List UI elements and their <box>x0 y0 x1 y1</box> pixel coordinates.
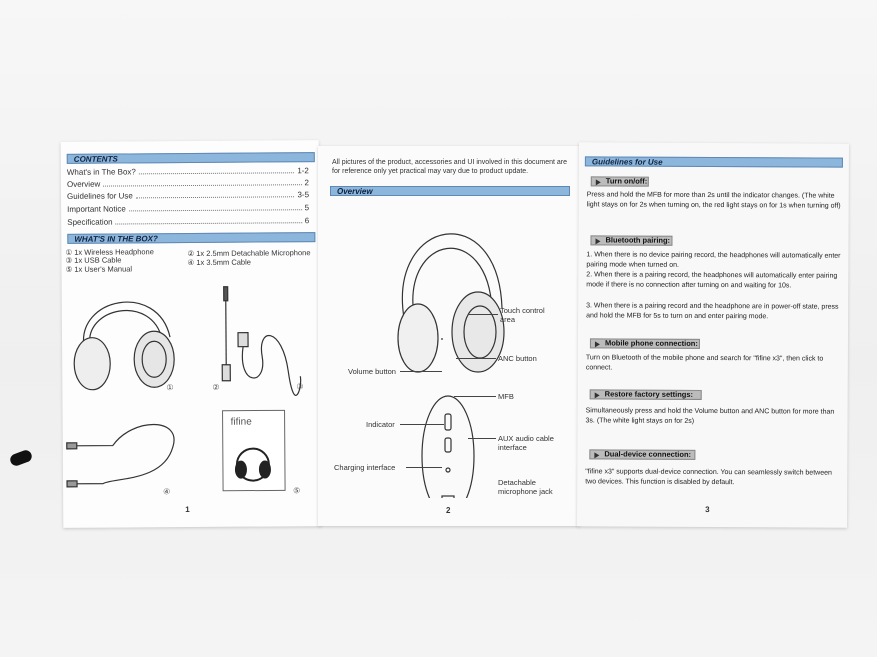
overview-illustration <box>318 198 580 498</box>
restore-factory-heading: Restore factory settings: <box>590 389 702 400</box>
toc-row: Specification 6 <box>67 216 310 227</box>
microphone-drawing <box>222 287 231 381</box>
page-number: 2 <box>446 506 451 515</box>
volume-button-label: Volume button <box>348 367 396 376</box>
box-item: ④ 1x 3.5mm Cable <box>187 257 251 268</box>
dual-device-text: "fifine x3" supports dual-device connection. You can seamlessly switch between two devices. This function is disabled by default. <box>585 468 832 487</box>
toc-row: Guidelines for Use 3-5 <box>67 190 310 201</box>
figure-number: ③ <box>296 382 304 392</box>
manual-page-3 <box>577 142 849 527</box>
leader-line <box>406 467 442 468</box>
toc-row: Important Notice 5 <box>67 203 310 214</box>
leader-line <box>400 424 444 425</box>
page-number: 1 <box>185 505 190 515</box>
touch-control-label: Touch control area <box>500 306 545 324</box>
toc-row: Overview 2 <box>66 178 309 189</box>
leader-line <box>468 438 496 439</box>
contents-heading: CONTENTS <box>67 152 315 164</box>
bluetooth-pairing-heading: Bluetooth pairing: <box>590 235 672 245</box>
restore-factory-text: Simultaneously press and hold the Volume button and ANC button for more than 3s. (The white light stays on for 2s) <box>585 407 835 425</box>
figure-number: ④ <box>163 487 171 497</box>
box-heading: WHAT'S IN THE BOX? <box>67 232 315 244</box>
indicator-label: Indicator <box>366 420 395 429</box>
mobile-connection-heading: Mobile phone connection: <box>590 338 700 349</box>
bluetooth-step: 3. When there is a pairing record and the headphone are in power-off state, press and hold the MFB for 5s to turn on and enter pairing mode. <box>586 302 839 321</box>
box-item: ⑤ 1x User's Manual <box>65 264 133 274</box>
page-number: 3 <box>705 504 710 514</box>
box-item: ① 1x Wireless Headphone <box>65 247 154 257</box>
bluetooth-step: 2. When there is a pairing record, the headphones will automatically enter pairing mode if there is no connection after turning on and waiting for 10s. <box>586 271 838 290</box>
dual-device-heading: Dual-device connection: <box>589 449 695 460</box>
aux-cable-drawing <box>67 424 175 487</box>
bluetooth-step: 1. When there is no device pairing record, the headphones will automatically enter pairing mode when turned on. <box>586 251 841 269</box>
turn-on-off-heading: Turn on/off: <box>591 176 649 186</box>
overview-heading: Overview <box>330 186 570 196</box>
figure-number: ⑤ <box>293 486 301 496</box>
usb-cable-drawing <box>238 332 304 396</box>
turn-on-off-text: Press and hold the MFB for more than 2s until the indicator changes. (The white light stays on for 2s when turning on, the red light stays on for 1s when turning off) <box>586 191 841 210</box>
leader-line <box>400 371 442 372</box>
box-item: ② 1x 2.5mm Detachable Microphone <box>187 248 311 259</box>
manual-page-1 <box>61 140 322 528</box>
toc-row: What's in The Box? 1-2 <box>66 166 309 177</box>
anc-button-label: ANC button <box>498 354 537 363</box>
leader-line <box>468 314 498 315</box>
manual-page-2 <box>318 146 580 526</box>
charging-interface-label: Charging interface <box>334 463 396 472</box>
aux-interface-label: AUX audio cable interface <box>498 434 554 452</box>
manual-brand-logo: fifine <box>230 416 252 428</box>
headphone-drawing <box>74 302 175 393</box>
mobile-connection-text: Turn on Bluetooth of the mobile phone and search for "fifine x3", then click to connect. <box>585 354 824 372</box>
box-item: ③ 1x USB Cable <box>65 255 122 265</box>
guidelines-heading: Guidelines for Use <box>585 156 843 167</box>
figure-number: ② <box>212 382 220 392</box>
leader-line <box>454 396 496 397</box>
mfb-label: MFB <box>498 392 514 401</box>
disclaimer-text: All pictures of the product, accessories and UI involved in this document are for reference only yet practical may vary due to product update. <box>332 159 568 175</box>
box-contents-illustrations <box>62 276 322 506</box>
leader-line <box>456 358 496 359</box>
mic-jack-label: Detachable microphone jack <box>498 478 553 496</box>
figure-number: ① <box>166 383 174 393</box>
